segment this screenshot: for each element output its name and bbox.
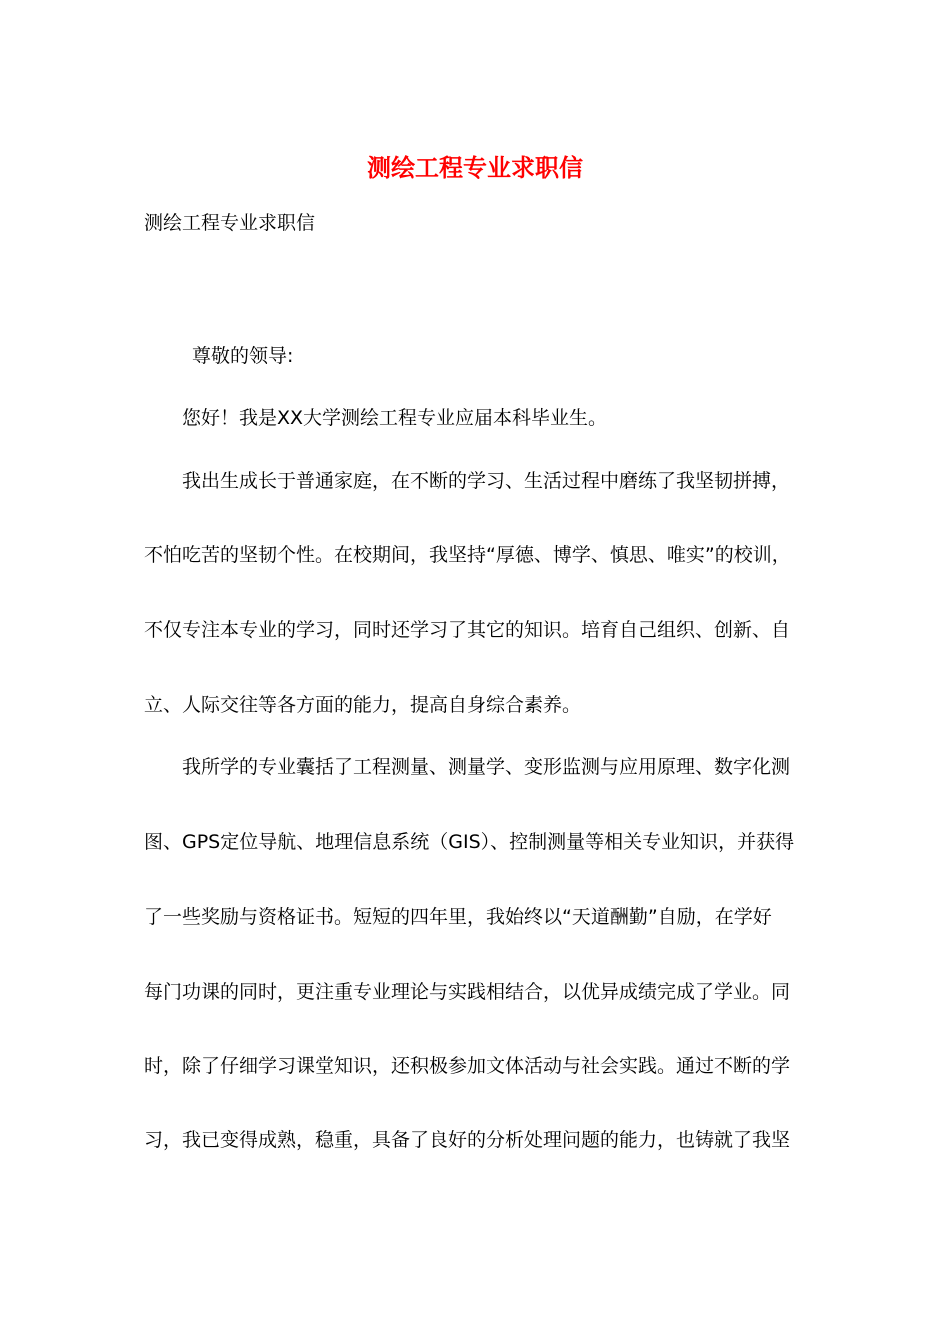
- body-line: 不仅专注本专业的学习，同时还学习了其它的知识。培育自己组织、创新、自: [144, 619, 791, 641]
- body-line: 不怕吃苦的坚韧个性。在校期间，我坚持“厚德、博学、慎思、唯实”的校训，: [144, 544, 791, 566]
- body-line: 立、人际交往等各方面的能力，提高自身综合素养。: [144, 694, 582, 716]
- body-line: 习，我已变得成熟，稳重，具备了良好的分析处理问题的能力，也铸就了我坚: [144, 1129, 791, 1151]
- body-line: 时，除了仔细学习课堂知识，还积极参加文体活动与社会实践。通过不断的学: [144, 1055, 791, 1077]
- document-title: 测绘工程专业求职信: [367, 153, 583, 182]
- body-line: 每门功课的同时，更注重专业理论与实践相结合，以优异成绩完成了学业。同: [144, 981, 791, 1003]
- salutation: 尊敬的领导:: [192, 345, 294, 367]
- body-line: 我出生成长于普通家庭，在不断的学习、生活过程中磨练了我坚韧拼搏，: [182, 470, 791, 492]
- body-line: 了一些奖励与资格证书。短短的四年里，我始终以“天道酬勤”自励，在学好: [144, 906, 772, 928]
- body-line: 您好！我是XX大学测绘工程专业应届本科毕业生。: [182, 407, 608, 429]
- body-line: 我所学的专业囊括了工程测量、测量学、变形监测与应用原理、数字化测: [182, 756, 791, 778]
- document-subtitle: 测绘工程专业求职信: [144, 212, 316, 234]
- body-line: 图、GPS定位导航、地理信息系统（GIS）、控制测量等相关专业知识，并获得: [144, 831, 795, 853]
